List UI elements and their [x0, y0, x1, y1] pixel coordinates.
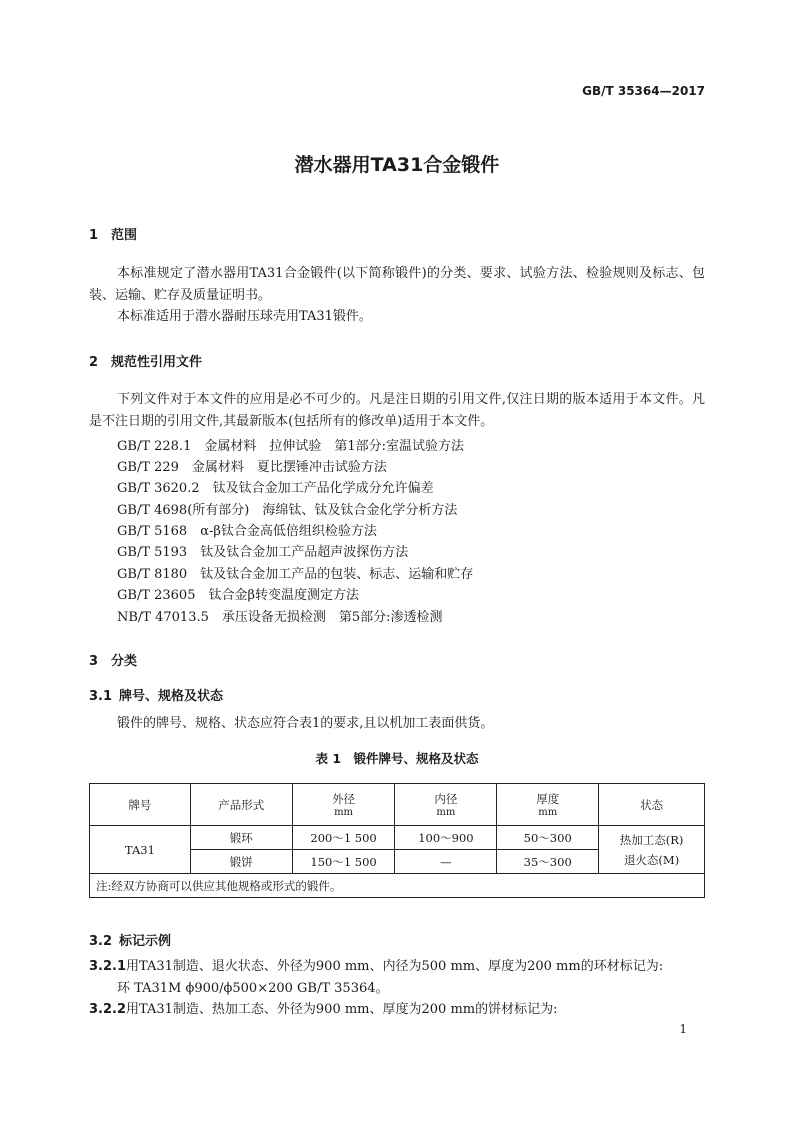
- header-thickness: [497, 784, 599, 826]
- section-number: 3.2: [89, 934, 113, 949]
- clause-3-2-2: [89, 999, 558, 1021]
- section-number: 2: [89, 355, 99, 370]
- table-row: [90, 826, 705, 850]
- header-form: 产品形式: [190, 784, 292, 826]
- section-title: 范围: [111, 228, 138, 243]
- cell-inner: —: [395, 850, 497, 874]
- cell-grade: TA31: [90, 826, 191, 874]
- section-3-1-heading: [89, 685, 223, 704]
- clause-number: 3.2.2: [89, 1002, 127, 1017]
- cell-state: [599, 826, 705, 874]
- paragraph: 锻件的牌号、规格、状态应符合表1的要求,且以机加工表面供货。: [117, 716, 494, 731]
- table-header-row: [90, 784, 705, 826]
- header-unit: mm: [436, 807, 456, 818]
- header-outer-diameter: [292, 784, 395, 826]
- section-title: 分类: [111, 654, 138, 669]
- marking-example: 环 TA31M ϕ900/ϕ500×200 GB/T 35364。: [117, 981, 389, 996]
- table-note: 注:经双方协商可以供应其他规格或形式的锻件。: [90, 874, 705, 898]
- section-3-heading: [89, 650, 137, 669]
- section-number: 1: [89, 228, 99, 243]
- reference-item: GB/T 5193 钛及钛合金加工产品超声波探伤方法: [117, 545, 409, 560]
- paragraph: 本标准规定了潜水器用TA31合金锻件(以下简称锻件)的分类、要求、试验方法、检验规则及标志、包装、运输、贮存及质量证明书。: [89, 266, 705, 303]
- cell-form: 锻环: [190, 826, 292, 850]
- clause-text: 用TA31制造、热加工态、外径为900 mm、厚度为200 mm的饼材标记为:: [126, 1002, 558, 1017]
- page-number: 1: [679, 1022, 687, 1036]
- reference-item: GB/T 4698(所有部分) 海绵钛、钛及钛合金化学分析方法: [117, 503, 458, 518]
- state-value: 退火态(M): [623, 852, 680, 867]
- reference-item: GB/T 5168 α-β钛合金高低倍组织检验方法: [117, 524, 377, 539]
- reference-item: NB/T 47013.5 承压设备无损检测 第5部分:渗透检测: [117, 610, 443, 625]
- reference-item: GB/T 8180 钛及钛合金加工产品的包装、标志、运输和贮存: [117, 567, 474, 582]
- reference-item: GB/T 228.1 金属材料 拉伸试验 第1部分:室温试验方法: [117, 439, 464, 454]
- table-caption: 表 1 锻件牌号、规格及状态: [315, 751, 479, 766]
- reference-item: GB/T 23605 钛合金β转变温度测定方法: [117, 588, 359, 603]
- section-title: 牌号、规格及状态: [119, 689, 224, 704]
- header-label: 内径: [434, 792, 458, 806]
- cell-outer: 200～1 500: [292, 826, 395, 850]
- cell-form: 锻饼: [190, 850, 292, 874]
- cell-outer: 150～1 500: [292, 850, 395, 874]
- document-title: 潜水器用TA31合金锻件: [294, 154, 500, 176]
- cell-inner: 100～900: [395, 826, 497, 850]
- state-value: 热加工态(R): [619, 832, 684, 847]
- section-1-heading: [89, 224, 137, 243]
- section-2-heading: [89, 351, 202, 370]
- paragraph: 本标准适用于潜水器耐压球壳用TA31锻件。: [117, 309, 372, 324]
- section-3-2-heading: [89, 930, 171, 949]
- section-title: 标记示例: [119, 934, 172, 949]
- cell-thickness: 35～300: [497, 850, 599, 874]
- cell-thickness: 50～300: [497, 826, 599, 850]
- table-note-row: [90, 874, 705, 898]
- header-unit: mm: [538, 807, 558, 818]
- reference-item: GB/T 3620.2 钛及钛合金加工产品化学成分允许偏差: [117, 481, 434, 496]
- clause-text: 用TA31制造、退火状态、外径为900 mm、内径为500 mm、厚度为200 mm的环材标记为:: [126, 959, 664, 974]
- header-label: 外径: [332, 792, 356, 806]
- clause-3-2-1: [89, 956, 663, 978]
- header-state: 状态: [599, 784, 705, 826]
- section-number: 3: [89, 654, 99, 669]
- header-unit: mm: [334, 807, 354, 818]
- section-number: 3.1: [89, 689, 113, 704]
- header-label: 厚度: [536, 792, 560, 806]
- clause-number: 3.2.1: [89, 959, 127, 974]
- header-inner-diameter: [395, 784, 497, 826]
- header-grade: 牌号: [90, 784, 191, 826]
- reference-item: GB/T 229 金属材料 夏比摆锤冲击试验方法: [117, 460, 387, 475]
- spec-table: [89, 783, 705, 898]
- paragraph: 下列文件对于本文件的应用是必不可少的。凡是注日期的引用文件,仅注日期的版本适用于本文件。凡是不注日期的引用文件,其最新版本(包括所有的修改单)适用于本文件。: [89, 392, 705, 429]
- section-title: 规范性引用文件: [111, 355, 203, 370]
- standard-number: GB/T 35364—2017: [582, 84, 705, 98]
